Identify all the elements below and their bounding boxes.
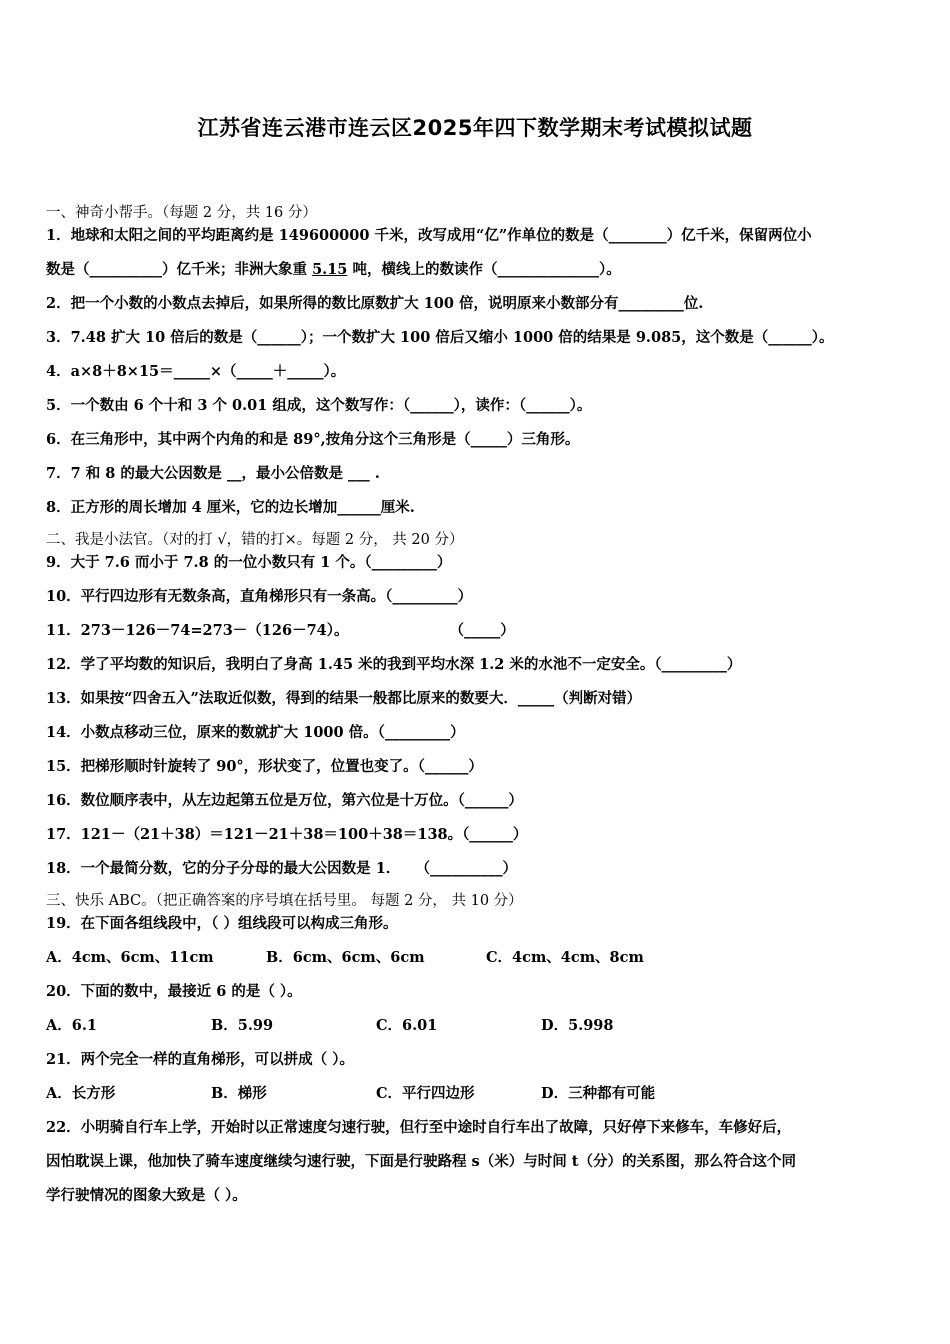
question-22-line-1: 22．小明骑自行车上学，开始时以正常速度匀速行驶，但行至中途时自行车出了故障，只好停下来修车，车修好后， bbox=[46, 1119, 792, 1136]
option-d: D．三种都有可能 bbox=[541, 1085, 656, 1102]
question-12: 12．学了平均数的知识后，我明白了身高 1.45 米的我到平均水深 1.2 米的水池不一定安全。（_________） bbox=[46, 656, 742, 673]
exam-content bbox=[46, 200, 908, 1207]
option-a: A．长方形 bbox=[46, 1085, 116, 1102]
option-d: D．5.998 bbox=[541, 1017, 614, 1034]
option-b: B．6cm、6cm、6cm bbox=[266, 949, 425, 966]
option-b: B．5.99 bbox=[211, 1017, 274, 1034]
question-22-line-3: 学行驶情况的图象大致是（ ）。 bbox=[46, 1187, 247, 1204]
option-a: A．4cm、6cm、11cm bbox=[46, 949, 214, 966]
question-13: 13．如果按“四舍五入”法取近似数，得到的结果一般都比原来的数要大．_____（判断对错） bbox=[46, 690, 642, 707]
question-1-line-2-end: 吨，横线上的数读作（______________）。 bbox=[347, 261, 621, 278]
question-4: 4．a×8＋8×15＝_____×（_____＋_____）。 bbox=[46, 363, 346, 380]
question-16: 16．数位顺序表中，从左边起第五位是万位，第六位是十万位。（______） bbox=[46, 792, 523, 809]
question-11: 11．273－126－74=273－（126－74）。 （_____） bbox=[46, 622, 515, 639]
question-7: 7．7 和 8 的最大公因数是 __，最小公倍数是 ___ . bbox=[46, 465, 380, 482]
option-b: B．梯形 bbox=[211, 1085, 267, 1102]
question-1-line-2 bbox=[46, 259, 908, 281]
question-1-line-1: 1．地球和太阳之间的平均距离约是 149600000 千米，改写成用“亿”作单位的数是（________）亿千米，保留两位小 bbox=[46, 227, 812, 244]
question-19-options bbox=[46, 947, 908, 969]
question-10: 10．平行四边形有无数条高，直角梯形只有一条高。（_________） bbox=[46, 588, 473, 605]
question-19: 19．在下面各组线段中，（ ）组线段可以构成三角形。 bbox=[46, 915, 398, 932]
section-heading-2: 二、我是小法官。（对的打 √，错的打×。每题 2 分， 共 20 分） bbox=[46, 532, 464, 548]
page-title: 江苏省连云港市连云区2025年四下数学期末考试模拟试题 bbox=[197, 116, 753, 140]
question-1-line-2-start: 数是（__________）亿千米；非洲大象重 bbox=[46, 261, 313, 278]
option-c: C．平行四边形 bbox=[376, 1085, 475, 1102]
question-3: 3．7.48 扩大 10 倍后的数是（______）；一个数扩大 100 倍后又缩小 1000 倍的结果是 9.085，这个数是（______）。 bbox=[46, 329, 834, 346]
question-20: 20．下面的数中，最接近 6 的是（ ）。 bbox=[46, 983, 302, 1000]
question-21: 21．两个完全一样的直角梯形，可以拼成（ ）。 bbox=[46, 1051, 354, 1068]
question-5: 5．一个数由 6 个十和 3 个 0.01 组成，这个数写作：（______），读作：（______）。 bbox=[46, 397, 592, 414]
question-6: 6．在三角形中，其中两个内角的和是 89°,按角分这个三角形是（_____）三角形。 bbox=[46, 431, 580, 448]
option-a: A．6.1 bbox=[46, 1017, 97, 1034]
section-heading-3: 三、快乐 ABC。（把正确答案的序号填在括号里。 每题 2 分， 共 10 分） bbox=[46, 893, 523, 909]
question-9: 9．大于 7.6 而小于 7.8 的一位小数只有 1 个。（_________） bbox=[46, 554, 452, 571]
question-17: 17．121－（21＋38）＝121－21＋38＝100＋38＝138。（______） bbox=[46, 826, 528, 843]
underlined-value: 5.15 bbox=[312, 261, 348, 278]
option-c: C．4cm、4cm、8cm bbox=[486, 949, 644, 966]
question-14: 14．小数点移动三位，原来的数就扩大 1000 倍。（_________） bbox=[46, 724, 465, 741]
question-18: 18．一个最简分数，它的分子分母的最大公因数是 1． （__________） bbox=[46, 860, 517, 877]
question-2: 2．把一个小数的小数点去掉后，如果所得的数比原数扩大 100 倍，说明原来小数部分有_________位. bbox=[46, 295, 704, 312]
question-22-line-2: 因怕耽误上课，他加快了骑车速度继续匀速行驶，下面是行驶路程 s（米）与时间 t（分）的关系图，那么符合这个同 bbox=[46, 1153, 796, 1170]
question-20-options bbox=[46, 1015, 908, 1037]
question-21-options bbox=[46, 1083, 908, 1105]
question-8: 8．正方形的周长增加 4 厘米，它的边长增加______厘米. bbox=[46, 499, 415, 516]
question-15: 15．把梯形顺时针旋转了 90°，形状变了，位置也变了。（______） bbox=[46, 758, 483, 775]
section-heading-1: 一、神奇小帮手。（每题 2 分，共 16 分） bbox=[46, 205, 317, 221]
option-c: C．6.01 bbox=[376, 1017, 438, 1034]
